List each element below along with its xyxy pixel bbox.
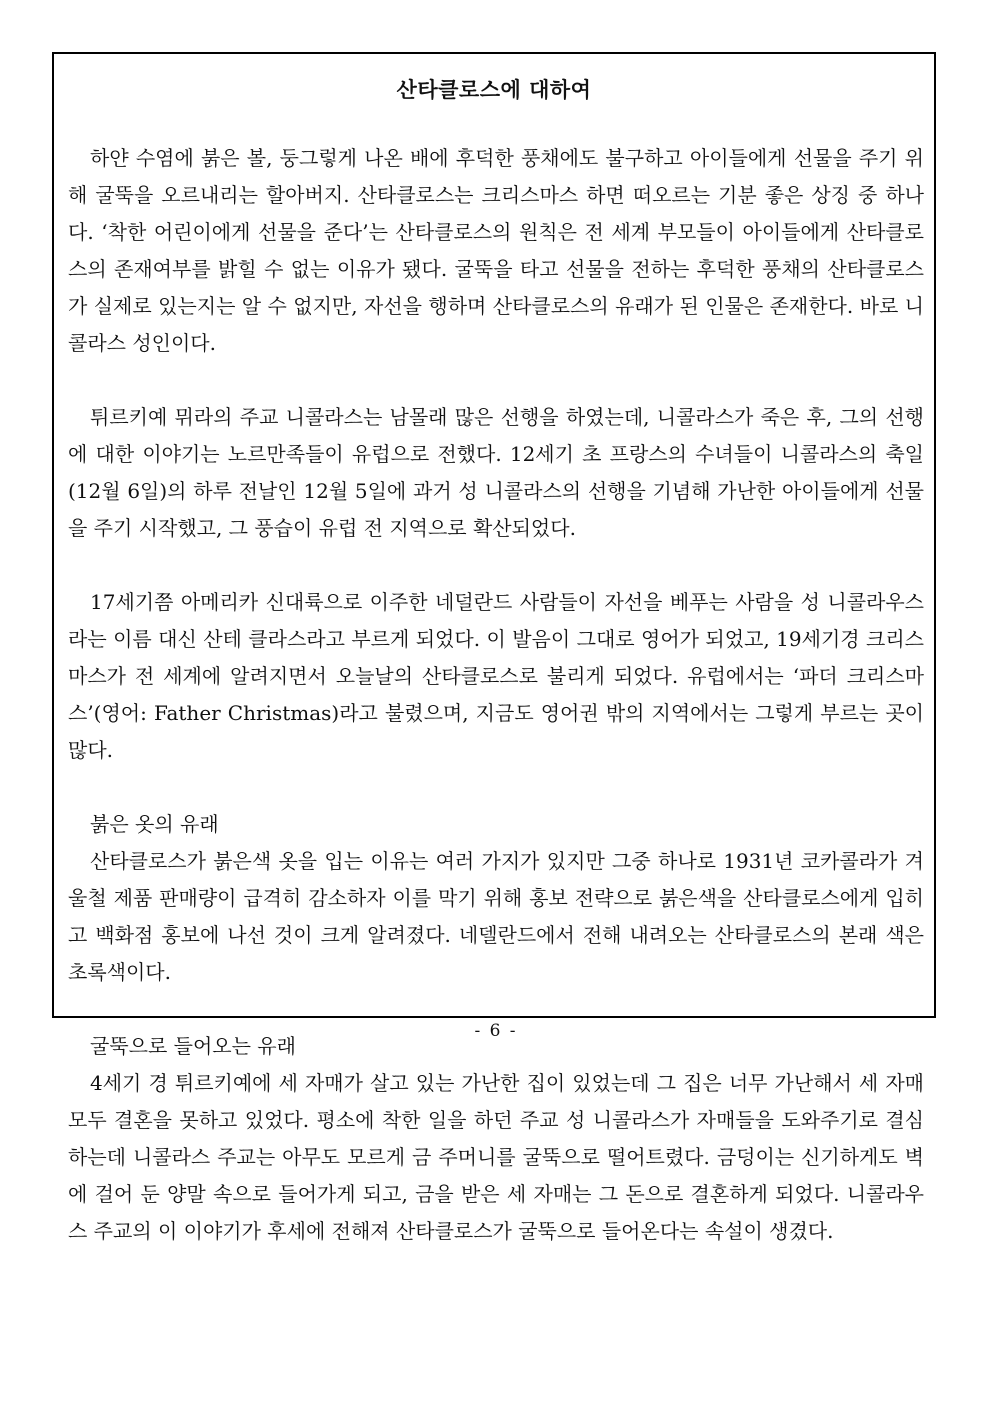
paragraph-intro: 하얀 수염에 붉은 볼, 둥그렇게 나온 배에 후덕한 풍채에도 불구하고 아이들에게 선물을 주기 위해 굴뚝을 오르내리는 할아버지. 산타클로스는 크리스마스 하면 떠오르는 기분 좋은 상징 중 하나다. ‘착한 어린이에게 선물을 준다’는 산타클로스의 원칙은 전 세계 부모들이 아이들에게 산타클로스의 존재여부를 밝힐 수 없는 이유가 됐다. 굴뚝을 타고 선물을 전하는 후덕한 풍채의 산타클로스가 실제로 있는지는 알 수 없지만, 자선을 행하며 산타클로스의 유래가 된 인물은 존재한다. 바로 니콜라스 성인이다. [68, 146, 924, 355]
page-number: - 6 - [474, 1021, 518, 1041]
paragraph-chimney: 4세기 경 튀르키예에 세 자매가 살고 있는 가난한 집이 있었는데 그 집은 너무 가난해서 세 자매 모두 결혼을 못하고 있었다. 평소에 착한 일을 하던 주교 성 니콜라스가 자매들을 도와주기로 결심하는데 니콜라스 주교는 아무도 모르게 금 주머니를 굴뚝으로 떨어트렸다. 금덩이는 신기하게도 벽에 걸어 둔 양말 속으로 들어가게 되고, 금을 받은 세 자매는 그 돈으로 결혼하게 되었다. 니콜라우스 주교의 이 이야기가 후세에 전해져 산타클로스가 굴뚝으로 들어온다는 속설이 생겼다. [68, 1071, 924, 1243]
section-heading-red-suit: 붉은 옷의 유래 [90, 812, 219, 836]
section-heading-chimney: 굴뚝으로 들어오는 유래 [90, 1034, 296, 1058]
content-frame [52, 52, 936, 1243]
page-title: 산타클로스에 대하여 [396, 77, 592, 102]
paragraph-gap [68, 547, 924, 584]
paragraph-red-suit: 산타클로스가 붉은색 옷을 입는 이유는 여러 가지가 있지만 그중 하나로 1931년 코카콜라가 겨울철 제품 판매량이 급격히 감소하자 이를 막기 위해 홍보 전략으로 붉은색을 산타클로스에게 입히고 백화점 홍보에 나선 것이 크게 알려졌다. 네델란드에서 전해 내려오는 산타클로스의 본래 색은 초록색이다. [68, 849, 924, 984]
paragraph-gap [68, 362, 924, 399]
paragraph-gap [68, 769, 924, 806]
document-body [68, 140, 924, 1250]
paragraph-name-origin: 17세기쯤 아메리카 신대륙으로 이주한 네덜란드 사람들이 자선을 베푸는 사람을 성 니콜라우스라는 이름 대신 산테 클라스라고 부르게 되었다. 이 발음이 그대로 영어가 되었고, 19세기경 크리스마스가 전 세계에 알려지면서 오늘날의 산타클로스로 불리게 되었다. 유럽에서는 ‘파더 크리스마스’(영어: Father Christmas)라고 불렸으며, 지금도 영어권 밖의 지역에서는 그렇게 부르는 곳이 많다. [68, 590, 924, 762]
paragraph-history: 튀르키예 뮈라의 주교 니콜라스는 남몰래 많은 선행을 하였는데, 니콜라스가 죽은 후, 그의 선행에 대한 이야기는 노르만족들이 유럽으로 전했다. 12세기 초 프랑스의 수녀들이 니콜라스의 축일(12월 6일)의 하루 전날인 12월 5일에 과거 성 니콜라스의 선행을 기념해 가난한 아이들에게 선물을 주기 시작했고, 그 풍습이 유럽 전 지역으로 확산되었다. [68, 405, 924, 540]
